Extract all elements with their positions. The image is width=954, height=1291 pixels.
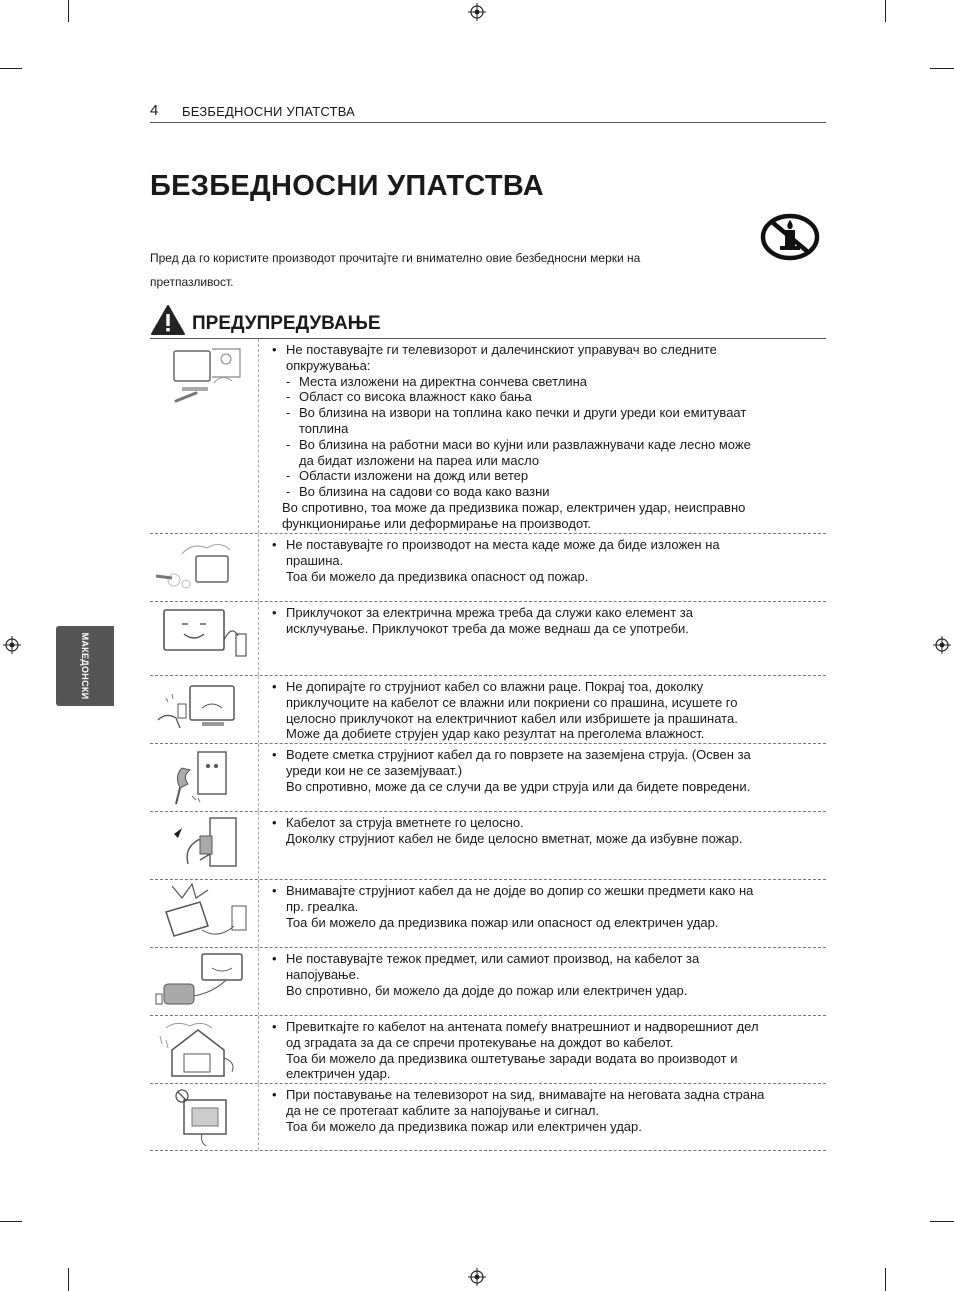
grounded-outlet-icon bbox=[152, 746, 252, 808]
hot-iron-cable-icon bbox=[152, 882, 252, 944]
warning-heading bbox=[150, 304, 826, 336]
heavy-object-cable-icon bbox=[152, 950, 252, 1012]
plug-insert-icon bbox=[152, 814, 252, 876]
list-item: • Внимавајте струјниот кабел да не дојде во допир со жешки предмети како на пр. греалка. Тоа би можело да предизвика пожар или опасност од електричен удар. bbox=[150, 879, 826, 947]
crop-mark bbox=[930, 68, 954, 69]
registration-mark-icon bbox=[933, 636, 951, 654]
warning-triangle-icon bbox=[150, 304, 186, 336]
wall-mount-cables-icon bbox=[152, 1086, 252, 1148]
list-item: • Кабелот за струја вметнете го целосно. Доколку струјниот кабел не биде целосно вметнат, може да избувне пожар. bbox=[150, 811, 826, 879]
list-item: • Превиткајте го кабелот на антената помеѓу внатрешниот и надворешниот дел од зградата за да се спречи протекување на дождот во кабелот. Тоа би можело да предизвика оштетување заради водата во производот и електричен удар. bbox=[150, 1015, 826, 1083]
language-tab-label: МАКЕДОНСКИ bbox=[80, 632, 90, 700]
crop-mark bbox=[885, 1268, 886, 1291]
running-header bbox=[150, 102, 826, 123]
language-tab bbox=[56, 626, 114, 706]
intro-text: Пред да го користите производот прочитајте ги внимателно овие безбедносни мерки на претпазливост. bbox=[150, 251, 641, 289]
list-item: • Не поставувајте тежок предмет, или самиот производ, на кабелот за напојување. Во спротивно, би можело да дојде до пожар или електричен удар. bbox=[150, 947, 826, 1015]
list-item: • Приклучокот за електрична мрежа треба да служи како елемент за исклучување. Приклучокот треба да може веднаш да се употреби. bbox=[150, 601, 826, 675]
list-item: • Не допирајте го струјниот кабел со влажни раце. Покрај тоа, доколку приклучоците на кабелот се влажни или покриени со прашина, исушете го целосно приклучокот на електричниот кабел или избришете ја прашината. Може да добиете струјен удар како резултат на преголема влажност. bbox=[150, 675, 826, 743]
page-title: БЕЗБЕДНОСНИ УПАТСТВА bbox=[150, 170, 544, 202]
no-candle-icon bbox=[760, 212, 820, 262]
warning-list bbox=[150, 338, 826, 1151]
tv-remote-hazard-icon bbox=[152, 343, 252, 413]
crop-mark bbox=[0, 68, 22, 69]
list-item: • Не поставувајте ги телевизорот и далечинскиот управувач во следните опкружувања: - Места изложени на директна сончева светлина - Област со висока влажност како бања - Во близина на извори на топлина како печки и други уреди кои емитуваат топлина - Во близина на работни маси во кујни или развлажнувачи каде лесно може да бидат изложени на пареа или масло - Области изложени на дожд или ветер - Во близина на садови со вода како вазни Во спротивно, тоа може да предизвика пожар, електричен удар, неисправно функционирање или деформирање на производот. bbox=[150, 338, 826, 533]
page-number: 4 bbox=[150, 102, 159, 119]
crop-mark bbox=[930, 1221, 954, 1222]
list-item: • Не поставувајте го производот на места каде може да биде изложен на прашина. Тоа би можело да предизвика опасност од пожар. bbox=[150, 533, 826, 601]
registration-mark-icon bbox=[468, 1268, 486, 1286]
crop-mark bbox=[0, 1221, 22, 1222]
running-title: БЕЗБЕДНОСНИ УПАТСТВА bbox=[182, 104, 356, 119]
wet-hands-plug-icon bbox=[152, 678, 252, 738]
registration-mark-icon bbox=[468, 3, 486, 21]
crop-mark bbox=[68, 0, 69, 22]
registration-mark-icon bbox=[3, 636, 21, 654]
crop-mark bbox=[68, 1268, 69, 1291]
plug-disconnect-icon bbox=[152, 604, 252, 670]
crop-mark bbox=[885, 0, 886, 22]
list-item: • При поставување на телевизорот на ѕид, внимавајте на неговата задна страна да не се протегаат каблите за напојување и сигнал. Тоа би можело да предизвика пожар или електричен удар. bbox=[150, 1083, 826, 1151]
antenna-cable-house-icon bbox=[152, 1018, 252, 1080]
list-item: • Водете сметка струјниот кабел да го поврзете на заземјена струја. (Освен за уреди кои не се заземјуваат.) Во спротивно, може да се случи да ве удри струја или да бидете повредени. bbox=[150, 743, 826, 811]
warning-heading-text: ПРЕДУПРЕДУВАЊЕ bbox=[192, 313, 381, 334]
dust-tv-icon bbox=[152, 536, 252, 596]
